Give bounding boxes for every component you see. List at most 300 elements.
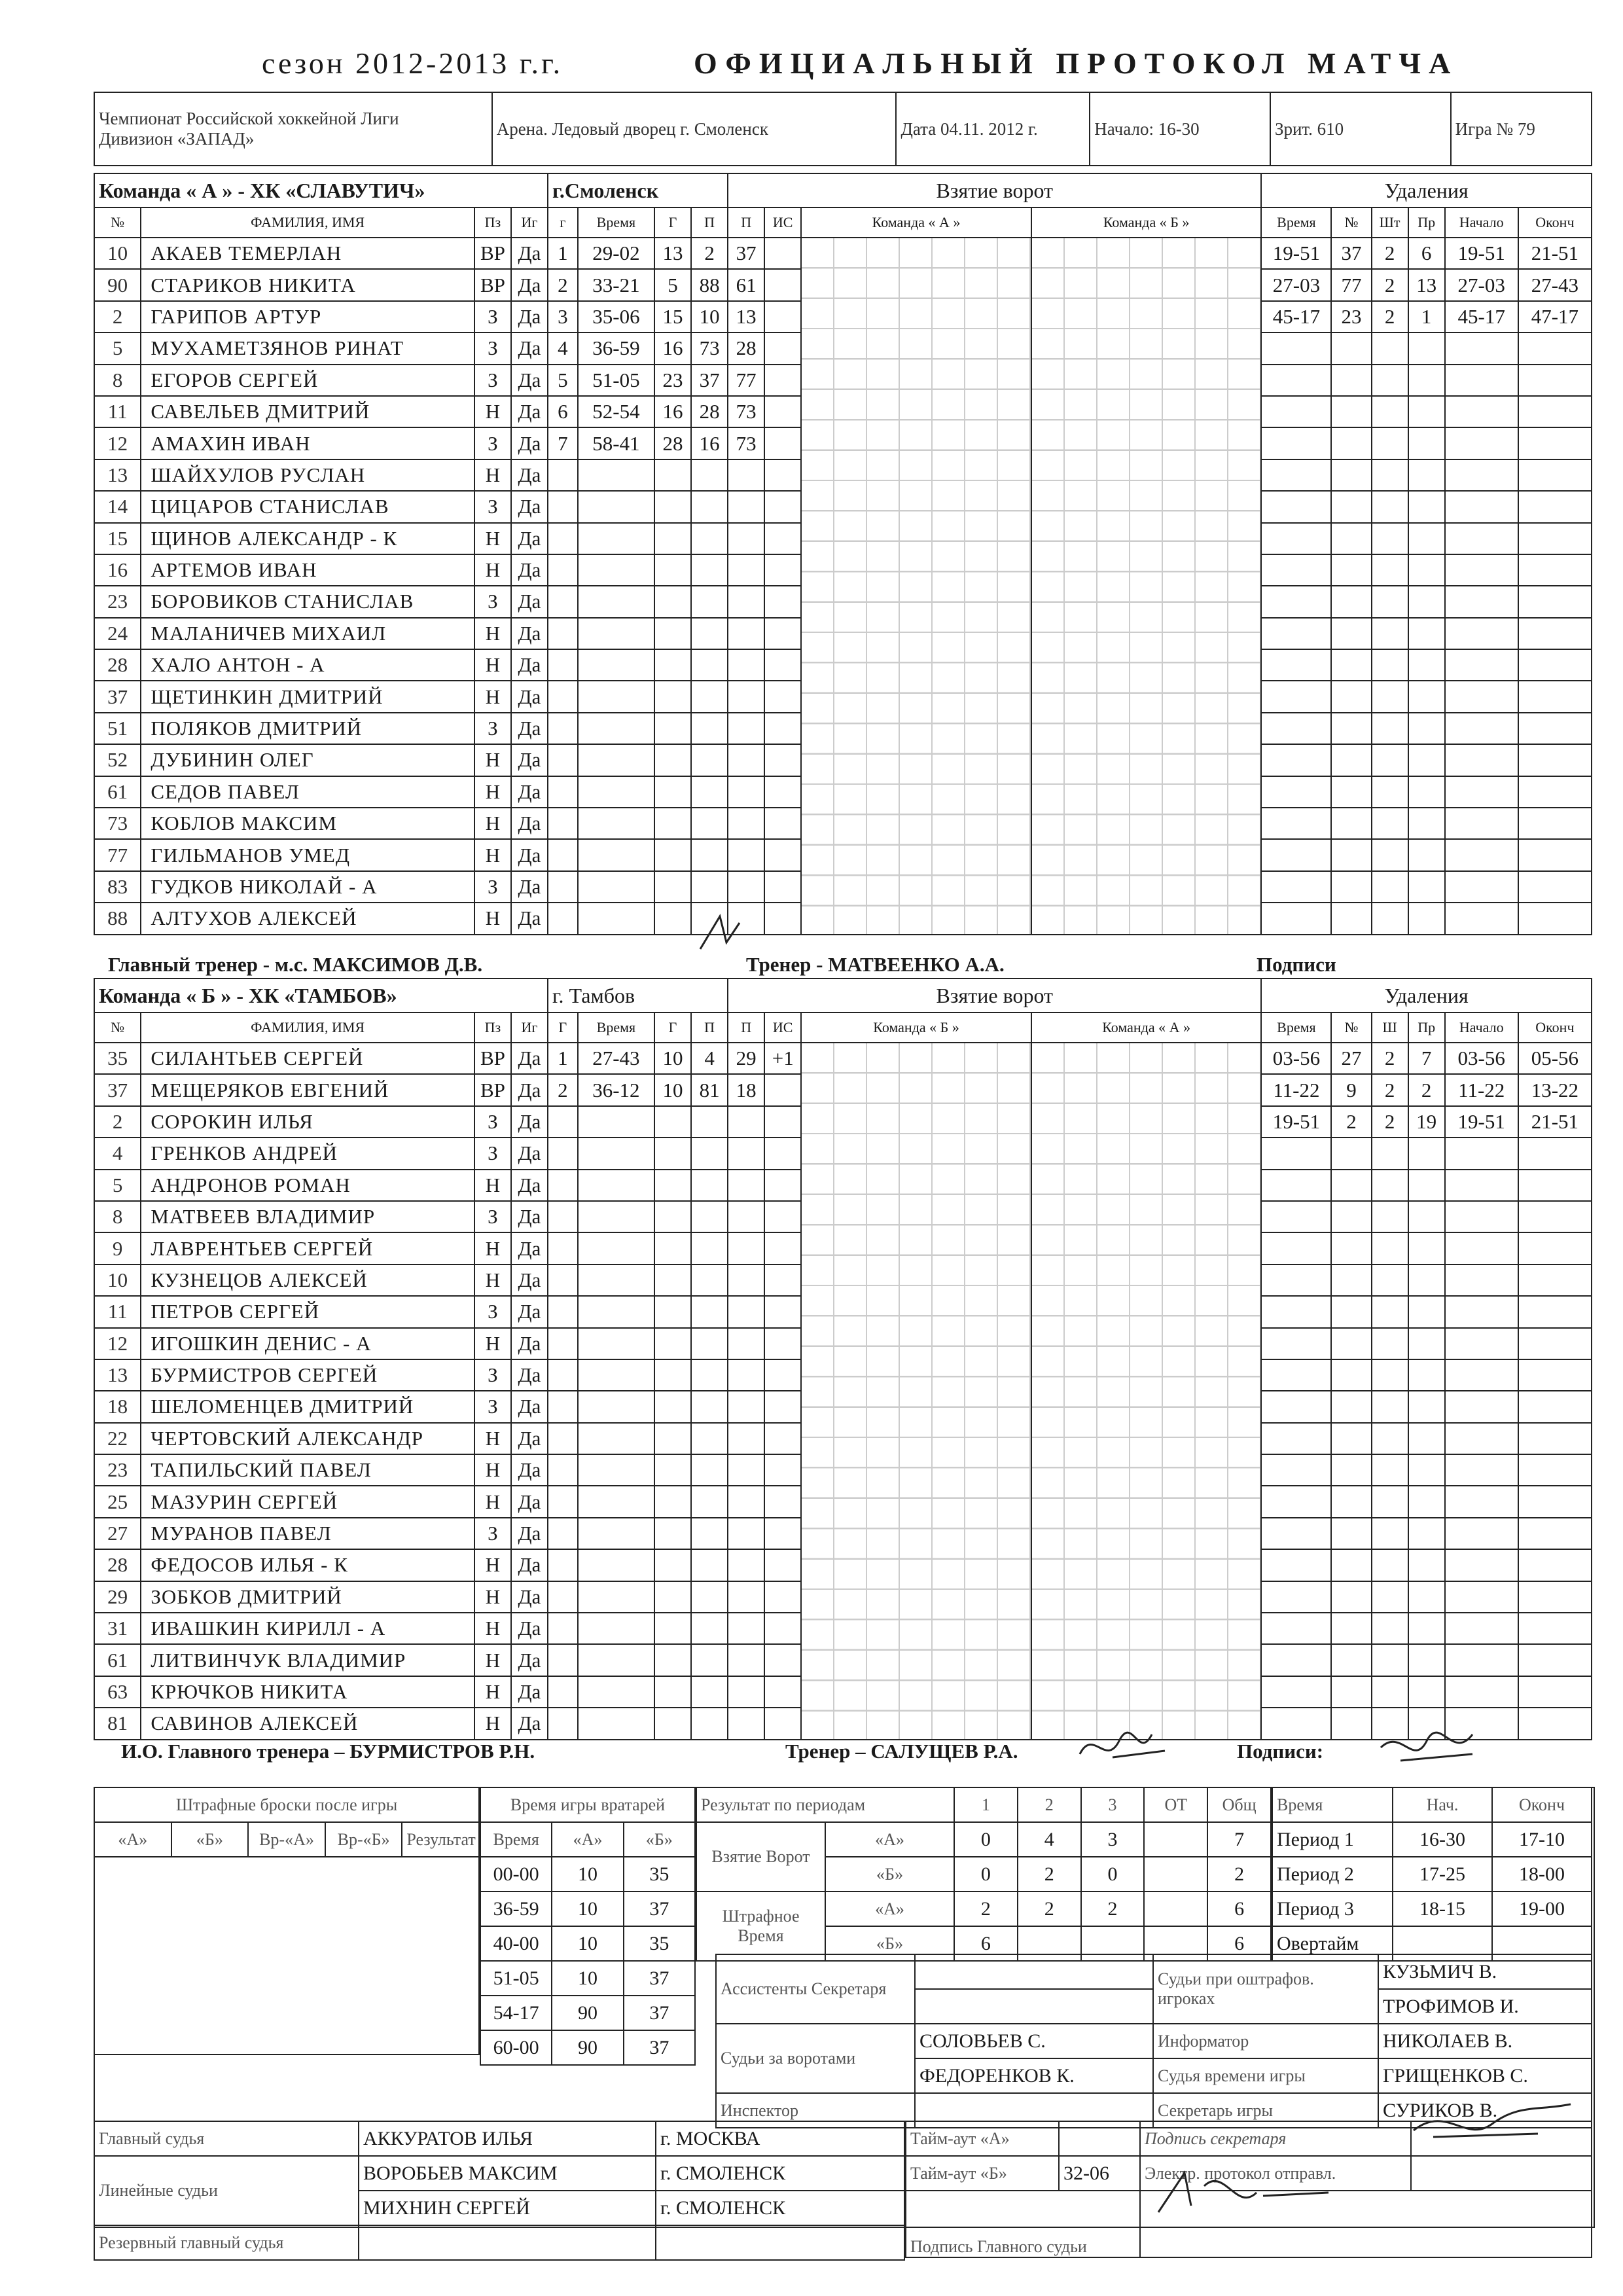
goalie-col: «Б» [624, 1822, 695, 1857]
goal-cell [654, 713, 691, 744]
penalty-cell [1261, 1391, 1331, 1422]
player-num: 37 [94, 681, 141, 712]
penalty-cell [1261, 1486, 1331, 1517]
penalty-cell [1261, 332, 1331, 364]
goal-cell [764, 1265, 801, 1296]
column-header: Пр [1408, 1013, 1445, 1043]
goal-cell [654, 523, 691, 554]
goalie-time-cell: 35 [624, 1857, 695, 1892]
goal-cell [578, 649, 654, 681]
goal-cell [548, 459, 578, 491]
penalty-cell [1408, 396, 1445, 427]
penalty-cell [1518, 1359, 1592, 1391]
reserve-referee [359, 2225, 656, 2260]
period-times-col: Время [1272, 1787, 1393, 1822]
penalty-cell [1372, 649, 1408, 681]
player-ig: Да [511, 459, 548, 491]
penalty-cell [1518, 713, 1592, 744]
player-num: 61 [94, 776, 141, 808]
goal-cell [764, 1359, 801, 1391]
player-num: 24 [94, 618, 141, 649]
goal-cell [691, 491, 728, 522]
goal-cell: 33-21 [578, 269, 654, 300]
penalty-cell [1445, 1138, 1518, 1169]
penalty-cell [1445, 459, 1518, 491]
penalty-cell [1331, 681, 1371, 712]
column-header: Команда « Б » [1031, 207, 1262, 238]
goals-grid-own [801, 1043, 1031, 1740]
goal-cell [578, 1549, 654, 1581]
player-num: 22 [94, 1423, 141, 1454]
referees-table [94, 2121, 905, 2261]
penalty-cell [1518, 1613, 1592, 1644]
goal-cell: 52-54 [578, 396, 654, 427]
period-time-cell: Овертайм [1272, 1926, 1393, 1961]
player-ig: Да [511, 1518, 548, 1549]
penalty-box-label: Судьи при оштрафов. игроках [1153, 1954, 1378, 2024]
column-header: П [728, 207, 764, 238]
penalty-cell [1372, 554, 1408, 586]
player-pz: З [474, 1518, 511, 1549]
team-b-coach: Тренер – САЛУЩЕВ Р.А. [785, 1740, 1018, 1763]
penalty-cell [1331, 1708, 1371, 1739]
goal-cell [578, 1265, 654, 1296]
player-name: СЕДОВ ПАВЕЛ [141, 776, 474, 808]
penalty-cell [1261, 1518, 1331, 1549]
player-ig: Да [511, 1296, 548, 1327]
penalty-cell: 13 [1408, 269, 1445, 300]
goals-b-p1: 0 [954, 1857, 1018, 1892]
goal-cell [578, 523, 654, 554]
penalty-cell [1331, 459, 1371, 491]
penalty-cell [1261, 618, 1331, 649]
player-name: ИВАШКИН КИРИЛЛ - А [141, 1613, 474, 1644]
player-name: КРЮЧКОВ НИКИТА [141, 1676, 474, 1708]
goal-cell [654, 554, 691, 586]
penalty-cell [1261, 427, 1331, 459]
goal-cell [764, 1676, 801, 1708]
player-pz: Н [474, 523, 511, 554]
goal-cell: 13 [654, 238, 691, 269]
penalty-cell [1261, 1613, 1331, 1644]
penalty-cell [1372, 681, 1408, 712]
goal-cell [548, 586, 578, 617]
goal-cell [548, 491, 578, 522]
goal-cell [691, 1296, 728, 1327]
player-name: МАЗУРИН СЕРГЕЙ [141, 1486, 474, 1517]
goal-cell [691, 1486, 728, 1517]
goal-cell [764, 269, 801, 300]
goals-b-ot [1144, 1857, 1207, 1892]
player-pz: З [474, 427, 511, 459]
penalty-cell [1372, 1454, 1408, 1486]
penalty-cell [1408, 1170, 1445, 1201]
goal-cell [548, 1170, 578, 1201]
team-a-head-coach: Главный тренер - м.с. МАКСИМОВ Д.В. [108, 953, 483, 976]
player-ig: Да [511, 1106, 548, 1138]
goal-cell [578, 776, 654, 808]
goal-cell [764, 586, 801, 617]
goal-cell [764, 1201, 801, 1232]
penalty-cell [1518, 1328, 1592, 1359]
player-pz: ВР [474, 1074, 511, 1105]
season-label: сезон 2012-2013 г.г. [262, 46, 563, 80]
goal-cell [728, 1138, 764, 1169]
goal-cell [548, 808, 578, 839]
player-ig: Да [511, 839, 548, 870]
player-row [94, 238, 1592, 269]
column-header: Иг [511, 1013, 548, 1043]
player-pz: Н [474, 554, 511, 586]
goal-cell [654, 1423, 691, 1454]
player-pz: ВР [474, 238, 511, 269]
penalty-cell [1445, 618, 1518, 649]
penalty-cell [1445, 808, 1518, 839]
team-b-caption: Команда « Б » - ХК «ТАМБОВ» [94, 978, 548, 1013]
penalty-cell: 2 [1372, 269, 1408, 300]
goal-cell [764, 238, 801, 269]
penalty-cell [1518, 586, 1592, 617]
goal-cell [578, 554, 654, 586]
player-pz: З [474, 365, 511, 396]
penalty-cell: 03-56 [1445, 1043, 1518, 1074]
penalty-cell: 27-03 [1445, 269, 1518, 300]
goal-cell [764, 1708, 801, 1739]
column-header: Пз [474, 1013, 511, 1043]
player-pz: Н [474, 396, 511, 427]
player-name: ЛИТВИНЧУК ВЛАДИМИР [141, 1644, 474, 1676]
player-name: СТАРИКОВ НИКИТА [141, 269, 474, 300]
player-ig: Да [511, 1676, 548, 1708]
linesman-2: МИХНИН СЕРГЕЙ [359, 2191, 656, 2225]
pim-a-total: 6 [1207, 1892, 1271, 1926]
player-name: ЕГОРОВ СЕРГЕЙ [141, 365, 474, 396]
player-num: 15 [94, 523, 141, 554]
penalty-cell [1408, 1423, 1445, 1454]
linesman-2-city: г. СМОЛЕНСК [656, 2191, 904, 2225]
goal-cell: 73 [728, 427, 764, 459]
column-header: П [691, 207, 728, 238]
goalie-time-cell: 37 [624, 1961, 695, 1996]
goalie-time-cell: 54-17 [480, 1996, 552, 2030]
penalty-cell: 27 [1331, 1043, 1371, 1074]
penalty-cell [1372, 491, 1408, 522]
goal-cell [548, 523, 578, 554]
column-header: ИС [764, 1013, 801, 1043]
goals-a-total: 7 [1207, 1822, 1271, 1857]
penalty-cell [1372, 839, 1408, 870]
penalty-cell [1408, 459, 1445, 491]
penalty-cell [1261, 1644, 1331, 1676]
player-pz: ВР [474, 269, 511, 300]
player-name: КУЗНЕЦОВ АЛЕКСЕЙ [141, 1265, 474, 1296]
goal-cell [548, 1454, 578, 1486]
shootout-col: «Б» [171, 1822, 249, 1857]
team-a-penalties-caption: Удаления [1261, 173, 1592, 207]
goal-cell [691, 1328, 728, 1359]
goal-cell [728, 1423, 764, 1454]
penalty-cell [1518, 618, 1592, 649]
player-name: БОРОВИКОВ СТАНИСЛАВ [141, 586, 474, 617]
penalty-cell [1261, 713, 1331, 744]
penalty-cell [1261, 1549, 1331, 1581]
penalty-cell [1261, 459, 1331, 491]
penalty-cell [1372, 618, 1408, 649]
penalty-cell: 2 [1408, 1074, 1445, 1105]
penalty-cell [1445, 396, 1518, 427]
goals-a-ot [1144, 1822, 1207, 1857]
team-b-goals-caption: Взятие ворот [728, 978, 1261, 1013]
player-name: ГУДКОВ НИКОЛАЙ - А [141, 871, 474, 903]
chief-referee-signature-mark [1145, 2160, 1342, 2225]
goal-cell [691, 1581, 728, 1613]
goal-cell: 58-41 [578, 427, 654, 459]
penalty-cell [1261, 1296, 1331, 1327]
player-ig: Да [511, 1074, 548, 1105]
goal-cell [654, 871, 691, 903]
goal-cell [578, 1518, 654, 1549]
goal-cell [548, 1518, 578, 1549]
team-b-label: «Б» [825, 1926, 954, 1961]
player-ig: Да [511, 903, 548, 934]
player-name: ИГОШКИН ДЕНИС - А [141, 1328, 474, 1359]
penalty-box-judge-2: ТРОФИМОВ И. [1378, 1989, 1592, 2024]
goal-cell [691, 1454, 728, 1486]
team-b-table [94, 978, 1592, 1740]
penalty-cell [1445, 1391, 1518, 1422]
column-header: № [1331, 207, 1371, 238]
penalty-cell [1445, 871, 1518, 903]
player-pz: Н [474, 649, 511, 681]
goal-cell [764, 1549, 801, 1581]
team-b-coach-signature [1073, 1721, 1171, 1774]
penalty-cell [1261, 776, 1331, 808]
player-pz: З [474, 491, 511, 522]
goal-cell [764, 1486, 801, 1517]
penalty-cell [1518, 1265, 1592, 1296]
penalty-cell [1372, 1549, 1408, 1581]
player-ig: Да [511, 776, 548, 808]
penalty-cell [1372, 1676, 1408, 1708]
goal-cell [654, 1232, 691, 1264]
penalty-cell [1331, 839, 1371, 870]
team-a-signature-label: Подписи [1257, 953, 1336, 976]
goal-cell [764, 681, 801, 712]
goal-cell [764, 1232, 801, 1264]
goal-cell [691, 808, 728, 839]
penalty-cell: 2 [1372, 1106, 1408, 1138]
penalty-cell [1261, 586, 1331, 617]
goalie-time-cell: 60-00 [480, 2030, 552, 2065]
penalty-cell [1408, 649, 1445, 681]
goal-cell: 3 [548, 301, 578, 332]
penalty-cell [1518, 744, 1592, 776]
goal-cell [578, 1232, 654, 1264]
column-header: Шт [1372, 207, 1408, 238]
reserve-referee-city [656, 2225, 904, 2260]
player-ig: Да [511, 1391, 548, 1422]
goalie-time-cell: 35 [624, 1926, 695, 1961]
team-a-goals-caption: Взятие ворот [728, 173, 1261, 207]
penalty-cell: 11-22 [1261, 1074, 1331, 1105]
penalty-cell [1445, 1676, 1518, 1708]
penalty-cell [1518, 871, 1592, 903]
player-pz: Н [474, 1423, 511, 1454]
goals-label: Взятие Ворот [696, 1822, 825, 1892]
player-name: МУРАНОВ ПАВЕЛ [141, 1518, 474, 1549]
goal-cell [691, 1106, 728, 1138]
penalty-cell [1261, 903, 1331, 934]
player-pz: З [474, 301, 511, 332]
goal-cell [728, 554, 764, 586]
player-ig: Да [511, 365, 548, 396]
player-ig: Да [511, 649, 548, 681]
goal-cell: 88 [691, 269, 728, 300]
player-name: ТАПИЛЬСКИЙ ПАВЕЛ [141, 1454, 474, 1486]
player-pz: ВР [474, 1043, 511, 1074]
goal-cell [691, 554, 728, 586]
pim-b-p1: 6 [954, 1926, 1018, 1961]
goalie-time-title: Время игры вратарей [480, 1787, 695, 1822]
penalty-cell [1408, 1138, 1445, 1169]
goal-cell: 61 [728, 269, 764, 300]
goal-cell [691, 1391, 728, 1422]
player-pz: З [474, 713, 511, 744]
penalty-cell [1445, 491, 1518, 522]
goal-cell [654, 1644, 691, 1676]
column-header: Пз [474, 207, 511, 238]
goal-cell [654, 1708, 691, 1739]
player-name: ПОЛЯКОВ ДМИТРИЙ [141, 713, 474, 744]
goal-cell [578, 1613, 654, 1644]
penalty-cell [1372, 459, 1408, 491]
goalie-time-cell: 10 [552, 1892, 623, 1926]
goal-cell [578, 1486, 654, 1517]
goals-a-p2: 4 [1018, 1822, 1081, 1857]
team-a-coach: Тренер - МАТВЕЕНКО А.А. [746, 953, 1005, 976]
column-header: Г [654, 1013, 691, 1043]
period-times-col: Оконч [1492, 1787, 1592, 1822]
penalty-cell [1372, 903, 1408, 934]
player-num: 73 [94, 808, 141, 839]
goal-cell: 28 [691, 396, 728, 427]
period-time-cell: 17-10 [1492, 1822, 1592, 1857]
goal-cell: 77 [728, 365, 764, 396]
penalty-cell [1408, 1391, 1445, 1422]
goal-cell [728, 459, 764, 491]
goal-cell [691, 839, 728, 870]
timekeeper: ГРИЩЕНКОВ С. [1378, 2058, 1592, 2093]
goal-cell [728, 1454, 764, 1486]
period-time-row [1272, 1892, 1592, 1926]
penalty-cell [1518, 1644, 1592, 1676]
penalty-cell: 03-56 [1261, 1043, 1331, 1074]
goal-cell [578, 839, 654, 870]
goal-cell [654, 1359, 691, 1391]
penalty-cell [1372, 1232, 1408, 1264]
player-num: 4 [94, 1138, 141, 1169]
goalie-time-cell: 40-00 [480, 1926, 552, 1961]
penalty-cell [1445, 744, 1518, 776]
player-ig: Да [511, 1232, 548, 1264]
goal-cell [548, 1106, 578, 1138]
penalty-cell [1331, 618, 1371, 649]
penalty-cell [1261, 1423, 1331, 1454]
penalty-cell [1518, 1581, 1592, 1613]
column-header: Время [578, 1013, 654, 1043]
penalty-cell [1408, 871, 1445, 903]
goal-cell [654, 649, 691, 681]
goal-cell [728, 618, 764, 649]
goal-cell [764, 1170, 801, 1201]
goal-cell [764, 427, 801, 459]
player-pz: З [474, 1296, 511, 1327]
player-num: 11 [94, 1296, 141, 1327]
goal-cell [578, 1423, 654, 1454]
penalty-cell [1261, 1454, 1331, 1486]
team-b-city: г. Тамбов [548, 978, 728, 1013]
goal-cell [578, 681, 654, 712]
penalty-cell [1372, 1296, 1408, 1327]
goal-cell [691, 459, 728, 491]
player-pz: Н [474, 1454, 511, 1486]
goal-cell [764, 618, 801, 649]
player-num: 28 [94, 649, 141, 681]
player-pz: З [474, 1359, 511, 1391]
player-name: ДУБИНИН ОЛЕГ [141, 744, 474, 776]
player-name: МУХАМЕТЗЯНОВ РИНАТ [141, 332, 474, 364]
goal-cell [654, 1328, 691, 1359]
player-name: ГРЕНКОВ АНДРЕЙ [141, 1138, 474, 1169]
goal-cell [654, 839, 691, 870]
player-ig: Да [511, 713, 548, 744]
goal-cell [654, 1518, 691, 1549]
player-pz: Н [474, 1170, 511, 1201]
goals-b-total: 2 [1207, 1857, 1271, 1892]
goal-cell [578, 1454, 654, 1486]
penalty-cell [1445, 332, 1518, 364]
player-ig: Да [511, 491, 548, 522]
goal-cell [691, 1613, 728, 1644]
penalty-cell [1261, 1359, 1331, 1391]
player-num: 37 [94, 1074, 141, 1105]
player-name: АЛТУХОВ АЛЕКСЕЙ [141, 903, 474, 934]
penalty-cell [1408, 1265, 1445, 1296]
penalty-cell [1445, 554, 1518, 586]
goal-cell [654, 618, 691, 649]
goal-cell [691, 618, 728, 649]
penalty-cell [1408, 1454, 1445, 1486]
goals-b-p2: 2 [1018, 1857, 1081, 1892]
player-num: 29 [94, 1581, 141, 1613]
player-num: 2 [94, 301, 141, 332]
penalty-cell: 7 [1408, 1043, 1445, 1074]
penalty-cell [1261, 1708, 1331, 1739]
penalty-cell: 19-51 [1261, 238, 1331, 269]
goal-cell [764, 1106, 801, 1138]
shootout-col: Вр-«А» [248, 1822, 325, 1857]
player-ig: Да [511, 681, 548, 712]
goal-judge-2: ФЕДОРЕНКОВ К. [915, 2058, 1153, 2093]
player-pz: Н [474, 808, 511, 839]
goal-cell [728, 713, 764, 744]
period-time-cell: 18-15 [1393, 1892, 1492, 1926]
goals-grid-own [801, 238, 1031, 935]
penalty-cell [1331, 1232, 1371, 1264]
penalty-cell [1518, 1486, 1592, 1517]
goalie-time-row [480, 1926, 695, 1961]
goal-cell [764, 1613, 801, 1644]
